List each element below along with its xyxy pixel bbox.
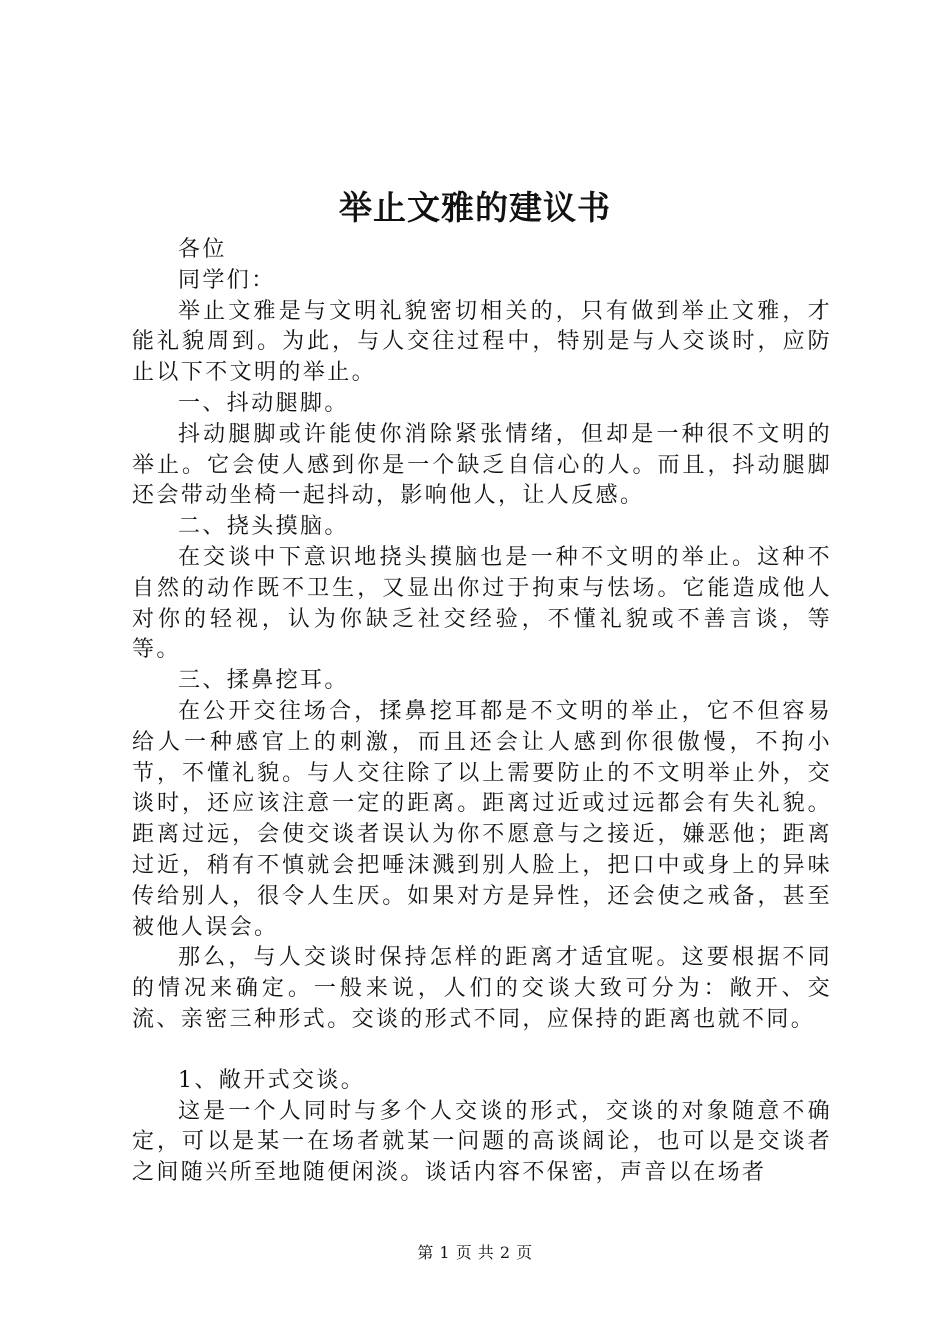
document-body: [132, 235, 832, 1189]
section-heading: 一、抖动腿脚。: [178, 390, 349, 416]
page-footer: 第 1 页 共 2 页: [417, 1243, 533, 1262]
greeting-line: 同学们：: [178, 267, 276, 293]
body-paragraph: 抖动腿脚或许能使你消除紧张情绪，但却是一种很不文明的举止。它会使人感到你是一个缺乏自信心的人。而且，抖动腿脚还会带动坐椅一起抖动，影响他人，让人反感。: [132, 421, 832, 509]
greeting-line: 各位: [178, 237, 227, 262]
body-paragraph: 那么，与人交谈时保持怎样的距离才适宜呢。这要根据不同的情况来确定。一般来说，人们的交谈大致可分为：敞开、交流、亲密三种形式。交谈的形式不同，应保持的距离也就不同。: [132, 945, 832, 1032]
body-paragraph: 在交谈中下意识地挠头摸脑也是一种不文明的举止。这种不自然的动作既不卫生，又显出你过于拘束与怯场。它能造成他人对你的轻视，认为你缺乏社交经验，不懂礼貌或不善言谈，等等。: [132, 544, 832, 663]
subsection-heading: 1、敞开式交谈。: [178, 1067, 366, 1093]
body-paragraph: 这是一个人同时与多个人交谈的形式，交谈的对象随意不确定，可以是某一在场者就某一问题的高谈阔论，也可以是交谈者之间随兴所至地随便闲淡。谈话内容不保密，声音以在场者: [132, 1098, 832, 1186]
document-title: 举止文雅的建议书: [339, 188, 611, 227]
body-paragraph: 在公开交往场合，揉鼻挖耳都是不文明的举止，它不但容易给人一种感官上的刺激，而且还会让人感到你很傲慢，不拘小节，不懂礼貌。与人交往除了以上需要防止的不文明举止外，交谈时，还应该注意一定的距离。距离过近或过远都会有失礼貌。距离过远，会使交谈者误认为你不愿意与之接近，嫌恶他；距离过近，稍有不慎就会把唾沫溅到别人脸上，把口中或身上的异味传给别人，很令人生厌。如果对方是异性，还会使之戒备，甚至被他人误会。: [132, 698, 832, 940]
section-heading: 二、挠头摸脑。: [178, 514, 349, 540]
intro-paragraph: 举止文雅是与文明礼貌密切相关的，只有做到举止文雅，才能礼貌周到。为此，与人交往过程中，特别是与人交谈时，应防止以下不文明的举止。: [132, 298, 832, 386]
section-heading: 三、揉鼻挖耳。: [178, 668, 349, 694]
